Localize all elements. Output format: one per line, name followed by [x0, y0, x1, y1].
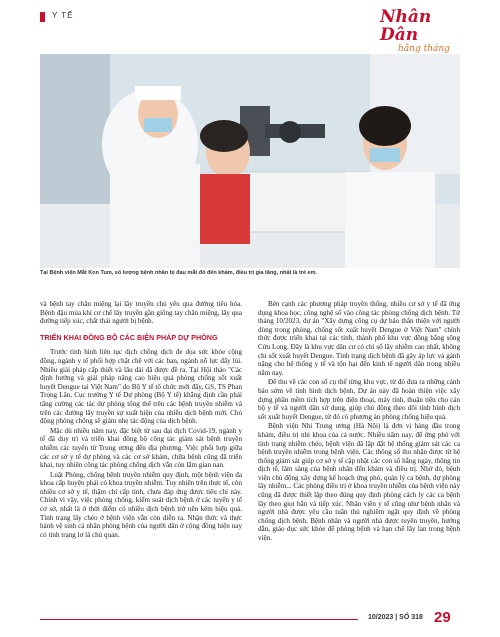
logo-sub-text: hằng tháng — [398, 44, 450, 54]
issue-info: 10/2023 | SỐ 318 — [368, 614, 423, 621]
intro-paragraph: và bệnh tay chân miệng lại lây truyền chủ yếu qua đường tiêu hóa. Bệnh đậu mùa khỉ cơ chế lây truyền gần giống tay chân miệng, lây qua đường tiếp xúc, chất thải người bị bệnh. — [40, 300, 242, 326]
paragraph: Bệnh viện Nhi Trung ương (Hà Nội) là đơn vị hàng đầu trong khám, điều trị nhi khoa của cả nước. Nhiều năm nay, để ứng phó với tình trạng nhiễm chéo, bệnh viện đã lập đặt hệ thống giám sát các ca bệnh truyền nhiễm trong bệnh viện. Các thông số thu nhận được từ hệ thống giám sát giúp cơ sở y tế cập nhật các con số hằng ngày, thông tin dịch tễ, lâm sàng của bệnh nhân đến khám và điều trị. Nhờ đó, bệnh viện chủ động xây dựng kế hoạch ứng phó, quản lý ca bệnh, dự phòng lây nhiễm... Các phòng điều trị ở khoa truyền nhiễm của bệnh viện này cũng đã được thiết lập theo đúng quy định phòng cách ly các ca bệnh lây theo giọt bắn và tiếp xúc. Nhân viên y tế cũng như bệnh nhân và người nhà được yêu cầu tuân thủ nghiêm ngặt quy định về phòng chống dịch bệnh. Bệnh nhân và người nhà được tuyên truyền, hướng dẫn, giáo dục sức khỏe để phòng bệnh và hạn chế lây lan trong bệnh viện. — [258, 422, 460, 543]
paragraph: Luật Phòng, chống bệnh truyền nhiễm quy định, một bệnh viện đa khoa cấp huyện phải có khoa truyền nhiễm. Tuy nhiên trên thực tế, còn nhiều cơ sở y tế, thậm chí cấp tỉnh, chưa đáp ứng được tiêu chí này. Chính vì vậy, việc phòng chống, kiểm soát dịch bệnh ở các tuyến y tế cơ sở, nhất là ở thời điểm có nhiều dịch bệnh trở nên kém hiệu quả. Tình trạng lây chéo ở bệnh viện vẫn còn diễn ra. Nhận thức và thực hành vệ sinh cá nhân phòng bệnh của người dân ở cộng đồng hiện nay có tình trạng lơ là chủ quan. — [40, 470, 242, 539]
logo-main-text: Nhân Dân — [380, 7, 432, 45]
photo-caption: Tại Bệnh viện Mắt Kon Tum, số lượng bệnh nhân bị đau mắt đỏ đến khám, điều trị gia tăng, nhất là trẻ em. — [40, 270, 318, 276]
page-footer — [0, 609, 500, 637]
paragraph: Mặc dù nhiều năm nay, đặc biệt từ sau đại dịch Covid-19, ngành y tế đã duy trì và triển khai đồng bộ công tác giám sát bệnh truyền nhiễm các tuyến từ Trung ương đến địa phương. Việc phối hợp giữa các cơ sở y tế dự phòng và các cơ sở khám, chữa bệnh cũng đã triển khai, tuy nhiên công tác phòng chống dịch vẫn còn lắm gian nan. — [40, 426, 242, 470]
paragraph: Trước tình hình liên tục dịch chồng dịch đe dọa sức khỏe cộng đồng, ngành y tế phối hợp chặt chẽ với các ban, ngành nỗ lực đẩy lùi. Nhiều giải pháp cấp thiết và lâu dài đã được đề ra. Tại Hội thảo "Các định hướng và giải pháp nâng cao hiệu quả phòng chống sốt xuất huyết Dengue tại Việt Nam" do Bộ Y tế tổ chức mới đây, GS, TS Phan Trọng Lân, Cục trưởng Y tế Dự phòng (Bộ Y tế) khẳng định cần phải tăng cường các tác dự phòng tổng thể trên các bệnh truyền nhiễm và trên các đường lây truyền sự xuất hiện của nhiều dịch bệnh mới. Chủ động phòng chống sẽ giảm nhẹ tác động của dịch bệnh. — [40, 348, 242, 426]
paragraph: Để thu về các con số cụ thể từng khu vực, từ đó đưa ra những cảnh báo sớm về tình hình dịch bệnh, Dự án này đã hoàn thiện việc xây dựng phần mềm tích hợp trên điện thoại, máy tính, thuận tiện cho cán bộ y tế và người dân sử dụng, giúp chủ động theo dõi tình hình dịch sốt xuất huyết Dengue, từ đó có phương án phòng chống hiệu quả. — [258, 378, 460, 421]
category-marker — [40, 12, 45, 22]
eye-exam-photo — [40, 54, 460, 268]
page-number: 29 — [434, 609, 451, 626]
article-column-left — [40, 300, 242, 540]
article-column-right — [258, 300, 460, 544]
publication-logo — [380, 7, 460, 54]
page-header — [0, 0, 500, 52]
category-label: Y TẾ — [52, 11, 74, 20]
photo-illustration — [40, 54, 460, 268]
paragraph: Bên cạnh các phương pháp truyền thống, nhiều cơ sở y tế đã ứng dụng khoa học, công nghệ số vào công tác phòng chống dịch bệnh. Từ tháng 10/2023, dự án "Xây dựng công cụ dự báo thân thiện với người dùng trong phòng, chống sốt xuất huyết Dengue ở Việt Nam" chính thức được triển khai tại các tỉnh, thành phố khu vực đồng bằng sông Cửu Long. Đây là khu vực dân cư có chỉ số lây nhiễm cao nhất, không chỉ sốt xuất huyết Dengue. Tình trạng dịch bệnh đã gây áp lực và gánh nặng cho hệ thống y tế và tốn hại đến kinh tế người dân trong nhiều năm nay. — [258, 300, 460, 377]
footer-divider — [40, 619, 358, 620]
section-heading: TRIỂN KHAI ĐỒNG BỘ CÁC BIỆN PHÁP DỰ PHÒNG — [40, 332, 218, 342]
